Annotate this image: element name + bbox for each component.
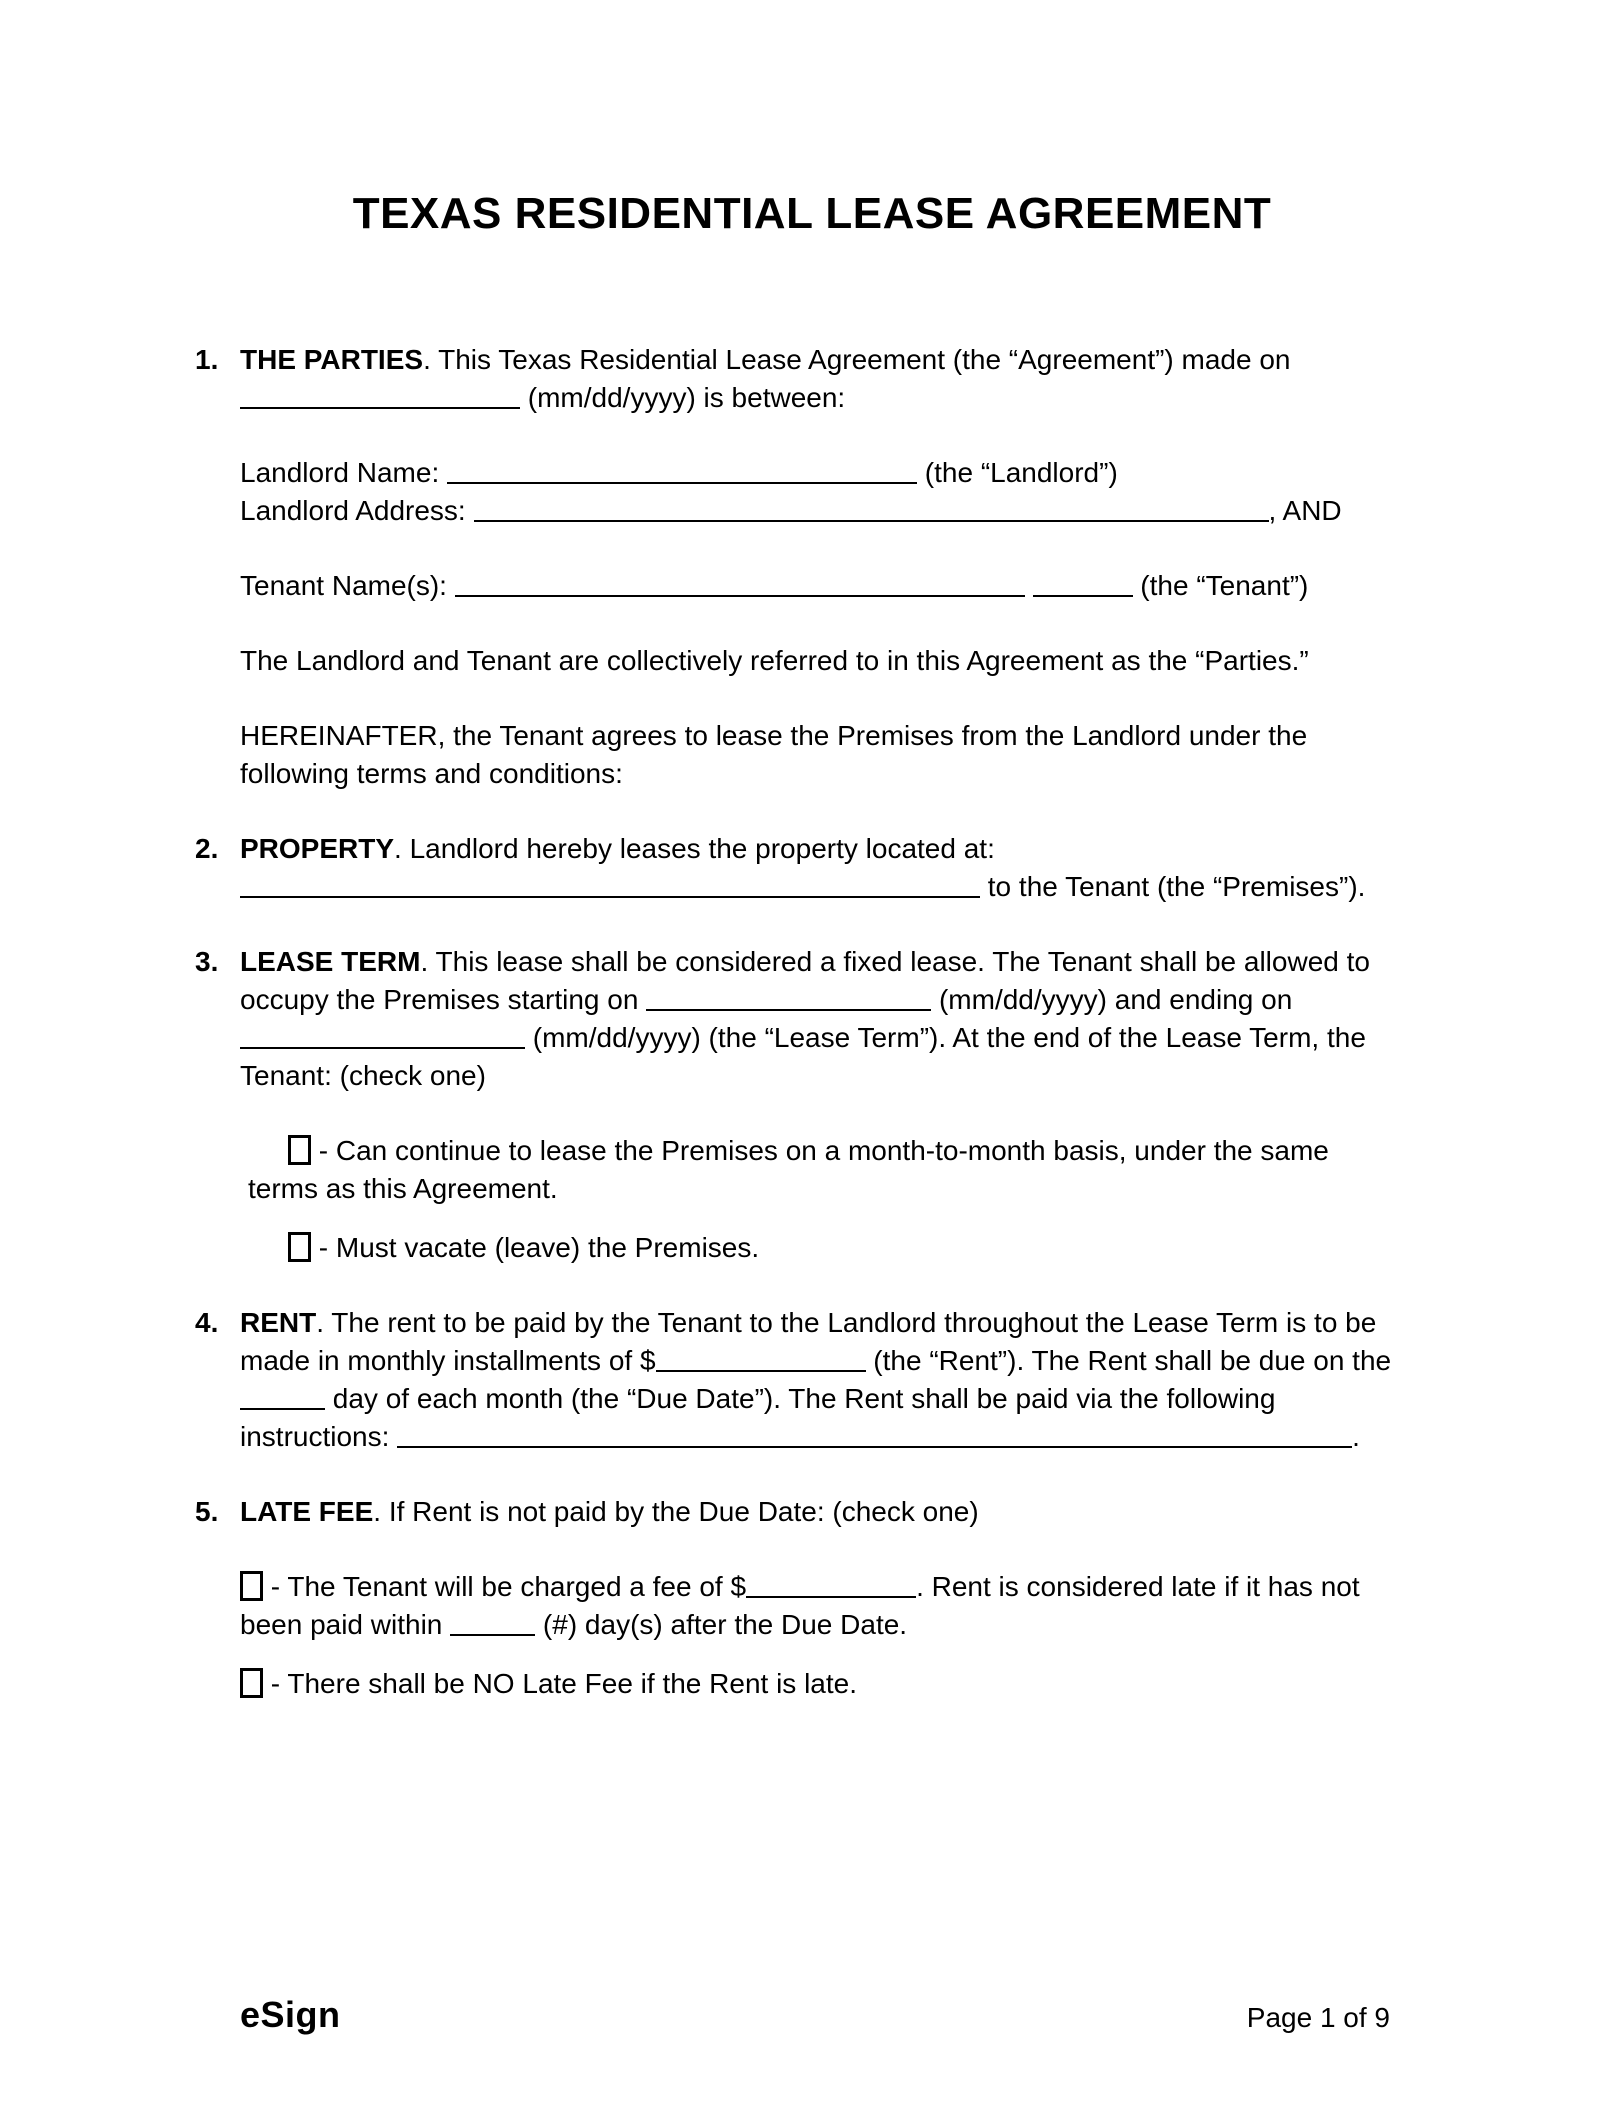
section-lease-term (195, 943, 1404, 1267)
option-late-fee-charged (240, 1568, 1404, 1644)
tenant-name-line (240, 567, 1404, 605)
lease-end-date-blank[interactable] (240, 1047, 525, 1049)
section-number: 3. (195, 946, 219, 977)
landlord-name-line (240, 454, 1404, 492)
rent-clause (240, 1304, 1404, 1456)
text-run: , AND (1268, 495, 1342, 526)
text-run: The Landlord and Tenant are collectively referred to in this Agreement as the “Parties.” (240, 645, 1309, 676)
section-content (240, 1493, 1404, 1703)
landlord-address-blank[interactable] (474, 520, 1269, 522)
section-number: 1. (195, 344, 219, 375)
text-run: Tenant Name(s): (240, 570, 455, 601)
text-run: HEREINAFTER, the Tenant agrees to lease the Premises from the Landlord under the following terms and conditions: (240, 720, 1308, 789)
text-run: . This lease shall be considered a fixed lease. The Tenant shall be allowed to occupy the Premises starting on (240, 946, 1370, 1015)
late-fee-amount-blank[interactable] (746, 1596, 916, 1598)
lease-term-clause (240, 943, 1404, 1095)
text-run: (the “Tenant”) (1132, 570, 1309, 601)
landlord-name-blank[interactable] (447, 482, 917, 484)
text-run: . Rent is considered late if it has not been paid within (240, 1571, 1360, 1640)
document-body (195, 341, 1404, 1703)
bold-heading-text: LATE FEE (240, 1496, 374, 1527)
late-fee-charged-checkbox[interactable] (240, 1571, 263, 1601)
tenant-names-blank[interactable] (455, 595, 1025, 597)
bold-heading-text: THE PARTIES (240, 344, 424, 375)
text-run: - The Tenant will be charged a fee of $ (263, 1571, 747, 1602)
text-run: . If Rent is not paid by the Due Date: (check one) (373, 1496, 979, 1527)
bold-heading-text: LEASE TERM (240, 946, 421, 977)
continue-month-to-month-checkbox[interactable] (288, 1135, 311, 1165)
lease-start-date-blank[interactable] (646, 1009, 931, 1011)
rent-due-day-blank[interactable] (240, 1408, 325, 1410)
text-run: - Must vacate (leave) the Premises. (311, 1232, 760, 1263)
section-the-parties (195, 341, 1404, 793)
page-number: Page 1 of 9 (1246, 2002, 1390, 2033)
page-title: TEXAS RESIDENTIAL LEASE AGREEMENT (352, 189, 1272, 238)
text-run (1025, 570, 1033, 601)
must-vacate-checkbox[interactable] (288, 1232, 311, 1262)
bold-heading-text: RENT (240, 1307, 317, 1338)
text-run: . (1352, 1421, 1360, 1452)
section-content (240, 341, 1404, 793)
option-must-vacate (240, 1229, 1404, 1267)
property-address-blank[interactable] (240, 896, 980, 898)
landlord-address-line (240, 492, 1404, 530)
text-run: (#) day(s) after the Due Date. (535, 1609, 908, 1640)
payment-instructions-blank[interactable] (397, 1446, 1352, 1448)
section-late-fee (195, 1493, 1404, 1703)
parties-intro (240, 341, 1404, 417)
esign-logo: eSign (240, 1994, 341, 2035)
section-number: 4. (195, 1307, 219, 1338)
late-fee-clause (240, 1493, 1404, 1531)
text-run: (mm/dd/yyyy) (the “Lease Term”). At the end of the Lease Term, the Tenant: (check one) (240, 1022, 1366, 1091)
tenant-names-blank-2[interactable] (1033, 595, 1133, 597)
text-run: . This Texas Residential Lease Agreement (the “Agreement”) made on (423, 344, 1291, 375)
bold-heading-text: PROPERTY (240, 833, 395, 864)
text-run: (mm/dd/yyyy) is between: (520, 382, 846, 413)
text-run: Landlord Name: (240, 457, 448, 488)
text-run: . Landlord hereby leases the property located at: (394, 833, 995, 864)
agreement-date-blank[interactable] (240, 407, 520, 409)
late-days-blank[interactable] (450, 1634, 535, 1636)
section-content (240, 1304, 1404, 1456)
section-rent (195, 1304, 1404, 1456)
section-content (240, 943, 1404, 1267)
footer (240, 1995, 1390, 2035)
section-content (240, 830, 1404, 906)
text-run: to the Tenant (the “Premises”). (980, 871, 1366, 902)
text-run: Landlord Address: (240, 495, 474, 526)
rent-amount-blank[interactable] (656, 1370, 866, 1372)
section-property (195, 830, 1404, 906)
text-run: - There shall be NO Late Fee if the Rent is late. (263, 1668, 858, 1699)
text-run: (mm/dd/yyyy) and ending on (931, 984, 1293, 1015)
no-late-fee-checkbox[interactable] (240, 1668, 263, 1698)
section-number: 5. (195, 1496, 219, 1527)
text-run: . The rent to be paid by the Tenant to the Landlord throughout the Lease Term is to be made in monthly installments of $ (240, 1307, 1377, 1376)
section-number: 2. (195, 833, 219, 864)
option-continue-month-to-month (240, 1132, 1404, 1208)
text-run: (the “Rent”). The Rent shall be due on the (865, 1345, 1392, 1376)
hereinafter-clause (240, 717, 1404, 793)
text-run: day of each month (the “Due Date”). The Rent shall be paid via the following instructions: (240, 1383, 1276, 1452)
option-no-late-fee (240, 1665, 1404, 1703)
property-clause (240, 830, 1404, 906)
text-run: - Can continue to lease the Premises on a month-to-month basis, under the same terms as this Agreement. (248, 1135, 1329, 1204)
text-run: (the “Landlord”) (917, 457, 1118, 488)
parties-definition (240, 642, 1404, 680)
